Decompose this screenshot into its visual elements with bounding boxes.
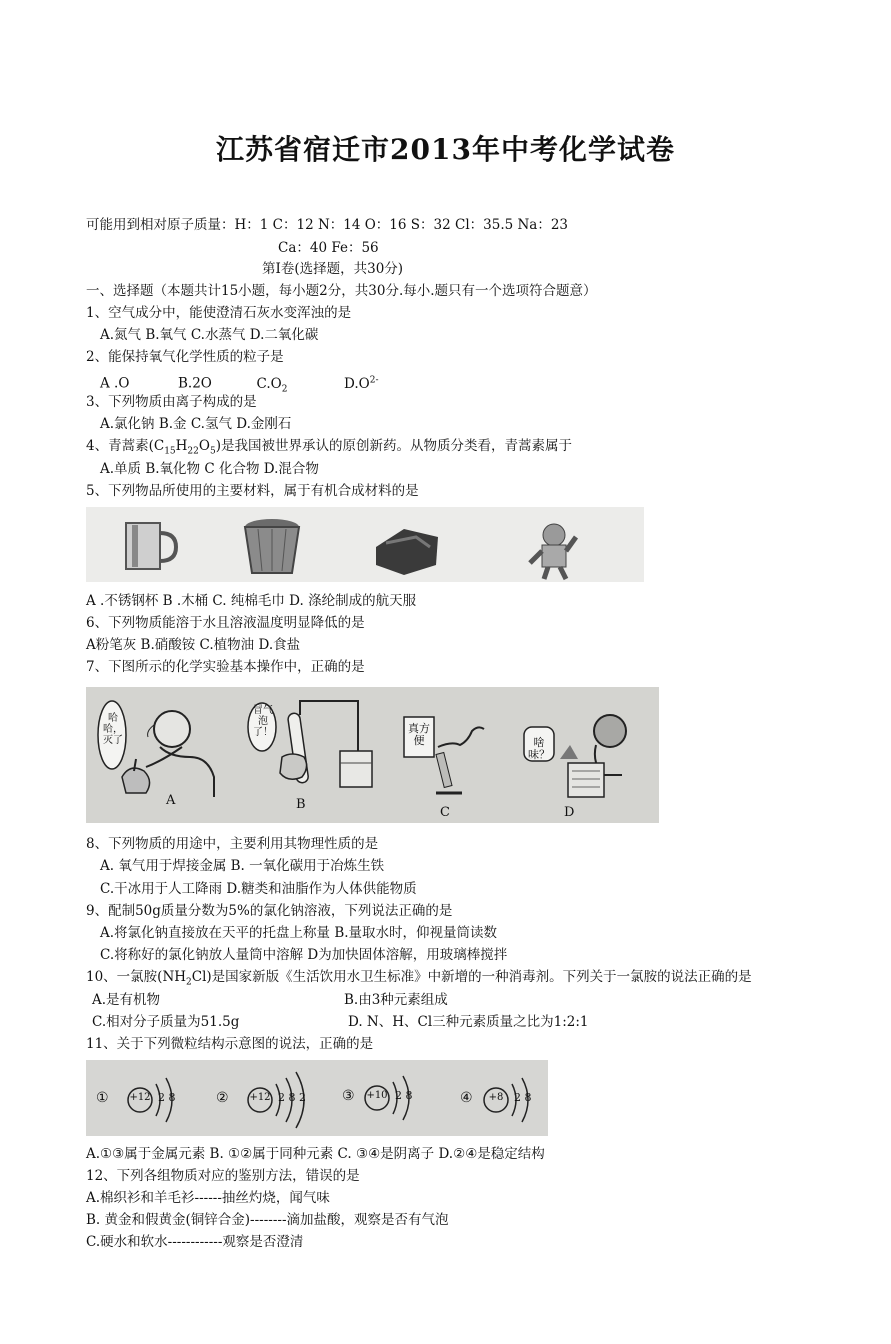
spacesuit-image <box>530 524 576 579</box>
question-1-stem: 1、空气成分中，能使澄清石灰水变浑浊的是 <box>86 305 352 321</box>
materials-figure <box>86 507 644 582</box>
question-11-stem: 11、关于下列微粒结构示意图的说法，正确的是 <box>86 1036 374 1052</box>
question-12-option-c: C.硬水和软水------------观察是否澄清 <box>86 1234 304 1250</box>
particle-4-nucleus: +8 <box>488 1092 504 1103</box>
question-9-options-ab: A.将氯化钠直接放在天平的托盘上称量 B.量取水时，仰视量筒读数 <box>100 925 498 941</box>
q2-option-d: $D.O^{2-}$ <box>344 375 379 392</box>
question-9-options-cd: C.将称好的氯化钠放人量筒中溶解 D为加快固体溶解，用玻璃棒搅拌 <box>100 947 508 963</box>
question-9-stem: 9、配制50g质量分数为5%的氯化钠溶液，下列说法正确的是 <box>86 903 453 919</box>
figure-a-label: A <box>166 793 176 808</box>
particle-2-nucleus: +12 <box>249 1092 271 1103</box>
question-12-option-a: A.棉织衫和羊毛衫------抽丝灼烧，闻气味 <box>86 1190 330 1206</box>
particle-1-nucleus: +12 <box>129 1092 151 1103</box>
figure-b-bubble: 冒气泡了！ <box>253 705 273 738</box>
particle-2-shells: 2 8 2 <box>278 1091 306 1104</box>
atomic-mass-line-2: Ca：40 Fe：56 <box>278 240 379 256</box>
q2-option-c: $C.O_2$ <box>256 375 288 395</box>
section-title: 一、选择题（本题共计15小题，每小题2分，共30分.每小.题只有一个选项符合题意） <box>86 283 597 299</box>
question-2-stem: 2、能保持氧气化学性质的粒子是 <box>86 349 284 365</box>
question-6-stem: 6、下列物质能溶于水且溶液温度明显降低的是 <box>86 615 365 631</box>
particle-4-index: ④ <box>460 1090 473 1106</box>
page-title: 江苏省宿迁市2013年中考化学试卷 <box>216 133 675 166</box>
particle-4-shells: 2 8 <box>514 1091 532 1104</box>
particle-3-nucleus: +10 <box>366 1090 388 1101</box>
cotton-towel-image <box>376 529 438 575</box>
figure-c-label: C <box>440 805 450 820</box>
question-8-options-ab: A. 氧气用于焊接金属 B. 一氧化碳用于冶炼生铁 <box>100 858 385 874</box>
wooden-bucket-image <box>245 519 299 573</box>
question-3-stem: 3、下列物质由离子构成的是 <box>86 394 257 410</box>
question-5-options: A .不锈钢杯 B .木桶 C. 纯棉毛巾 D. 涤纶制成的航天服 <box>86 593 417 609</box>
figure-d-label: D <box>564 805 575 820</box>
particle-2-index: ② <box>216 1090 229 1106</box>
question-5-stem: 5、下列物品所使用的主要材料，属于有机合成材料的是 <box>86 483 419 499</box>
question-12-stem: 12、下列各组物质对应的鉴别方法，错误的是 <box>86 1168 360 1184</box>
question-8-options-cd: C.干冰用于人工降雨 D.糖类和油脂作为人体供能物质 <box>100 881 417 897</box>
particle-3-index: ③ <box>342 1088 355 1104</box>
question-6-options: A粉笔灰 B.硝酸铵 C.植物油 D.食盐 <box>86 637 301 653</box>
particle-3-shells: 2 8 <box>395 1089 413 1102</box>
atomic-mass-line: 可能用到相对原子质量：H：1 C：12 N：14 O：16 S：32 Cl：35.5 Na：23 <box>86 217 569 233</box>
particle-1-index: ① <box>96 1090 109 1106</box>
question-7-stem: 7、下图所示的化学实验基本操作中，正确的是 <box>86 659 365 675</box>
question-1-options: A.氮气 B.氧气 C.水蒸气 D.二氧化碳 <box>100 327 319 343</box>
volume-title: 第Ⅰ卷(选择题，共30分) <box>262 261 404 277</box>
question-8-stem: 8、下列物质的用途中，主要利用其物理性质的是 <box>86 836 379 852</box>
question-10-option-d: D. N、H、Cl三种元素质量之比为1:2:1 <box>348 1014 589 1030</box>
question-10-stem: 10、一氯胺$(NH_2Cl)$是国家新版《生活饮用水卫生标准》中新增的一种消毒剂。下列关于一氯胺的说法正确的是 <box>86 969 752 988</box>
steel-cup-image <box>126 523 176 569</box>
question-3-options: A.氯化钠 B.金 C.氢气 D.金刚石 <box>100 416 292 432</box>
particle-1-shells: 2 8 <box>158 1091 176 1104</box>
figure-b-label: B <box>296 797 306 812</box>
figure-d-bubble: 啥味？ <box>528 736 550 761</box>
question-4-options: A.单质 B.氧化物 C 化合物 D.混合物 <box>100 461 319 477</box>
question-11-options: A.①③属于金属元素 B. ①②属于同种元素 C. ③④是阴离子 D.②④是稳定结构 <box>86 1146 545 1162</box>
question-10-option-a: A.是有机物 <box>92 992 161 1008</box>
q2-option-b: B.2O <box>178 375 212 392</box>
lab-operations-figure <box>86 687 659 823</box>
question-10-option-b: B.由3种元素组成 <box>344 992 448 1008</box>
q2-option-a: A .O <box>100 375 130 392</box>
question-10-option-c: C.相对分子质量为51.5g <box>92 1014 240 1030</box>
question-4-stem: 4、青蒿素$(C_{15}H_{22}O_5)$是我国被世界承认的原创新药。从物质分类看，青蒿素属于 <box>86 438 572 457</box>
figure-c-bubble: 真方便 <box>408 722 430 747</box>
question-12-option-b: B. 黄金和假黄金(铜锌合金)--------滴加盐酸，观察是否有气泡 <box>86 1212 449 1228</box>
particle-structure-figure <box>86 1060 548 1136</box>
figure-a-bubble: 哈哈，灭了 <box>103 713 123 746</box>
